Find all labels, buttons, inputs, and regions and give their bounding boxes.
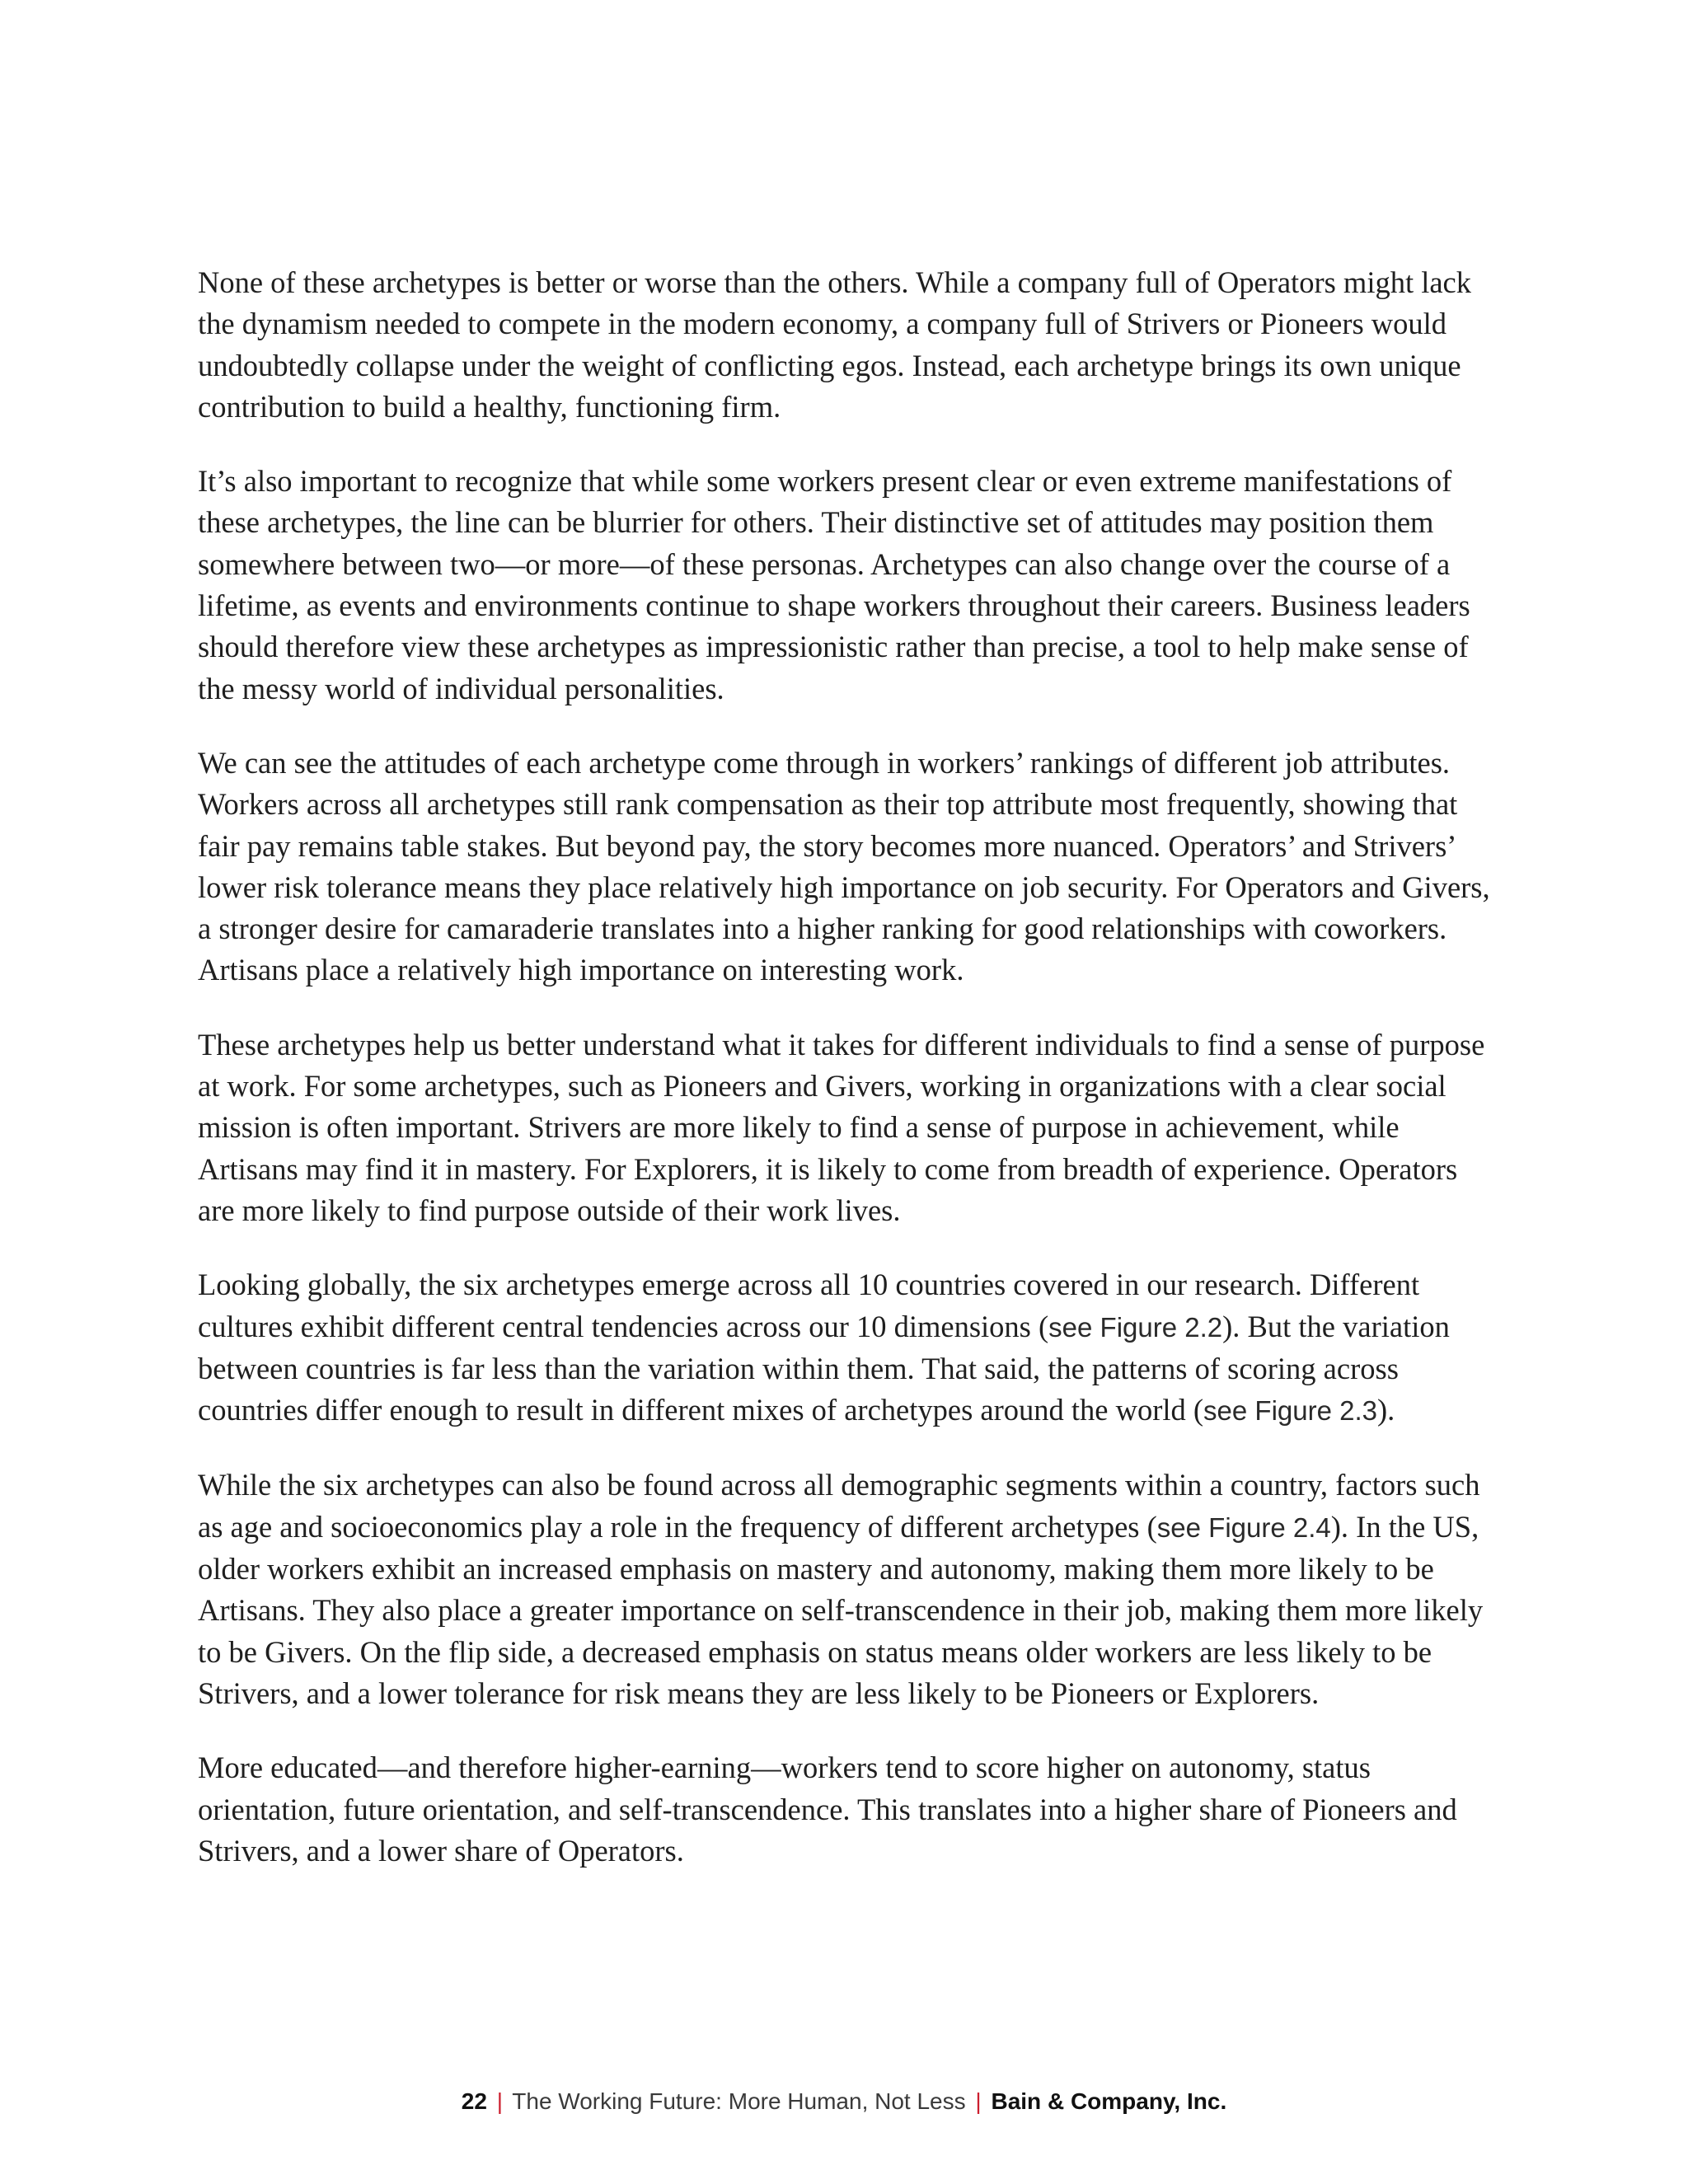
figure-ref-2-2[interactable]: see Figure 2.2 xyxy=(1048,1311,1223,1343)
paragraph-global-text-b: ). But the variation between countries is far less than the variation within them. That said, the patterns of scoring across countries differ enough to result in different mixes of archetypes around the world ( xyxy=(198,1309,1450,1427)
footer-separator: | xyxy=(496,2088,503,2114)
paragraph-global-text-a: Looking globally, the six archetypes emerge across all 10 countries covered in our research. Different cultures exhibit different central tendencies across our 10 dimensions ( xyxy=(198,1268,1420,1343)
paragraph-education: More educated—and therefore higher-earning—workers tend to score higher on autonomy, status orientation, future orientation, and self-transcendence. This translates into a higher share of Pioneers and Strivers, and a lower share of Operators. xyxy=(198,1750,1457,1868)
paragraph-demographics-text-a: While the six archetypes can also be found across all demographic segments within a country, factors such as age and socioeconomics play a role in the frequency of different archetypes ( xyxy=(198,1468,1480,1544)
figure-ref-2-4[interactable]: see Figure 2.4 xyxy=(1156,1511,1331,1543)
paragraph-purpose: These archetypes help us better understand what it takes for different individuals to find a sense of purpose at work. For some archetypes, such as Pioneers and Givers, working in organizations with a clear social mission is often important. Strivers are more likely to find a sense of purpose in achievement, while Artisans may find it in mastery. For Explorers, it is likely to come from breadth of experience. Operators are more likely to find purpose outside of their work lives. xyxy=(198,1027,1485,1227)
paragraph-demographics xyxy=(198,1465,1493,1714)
paragraph-job-attributes: We can see the attitudes of each archetype come through in workers’ rankings of different job attributes. Workers across all archetypes still rank compensation as their top attribute most frequently, showing that fair pay remains table stakes. But beyond pay, the story becomes more nuanced. Operators’ and Strivers’ lower risk tolerance means they place relatively high importance on job security. For Operators and Givers, a stronger desire for camaraderie translates into a higher ranking for good relationships with coworkers. Artisans place a relatively high importance on interesting work. xyxy=(198,745,1490,987)
paragraph-blurry-lines: It’s also important to recognize that while some workers present clear or even extreme manifestations of these archetypes, the line can be blurrier for others. Their distinctive set of attitudes may position them somewhere between two—or more—of these personas. Archetypes can also change over the course of a lifetime, as events and environments continue to shape workers throughout their careers. Business leaders should therefore view these archetypes as impressionistic rather than precise, a tool to help make sense of the messy world of individual personalities. xyxy=(198,464,1470,705)
page-number: 22 xyxy=(461,2088,487,2114)
company-name: Bain & Company, Inc. xyxy=(991,2088,1227,2114)
paragraph-global-text-c: ). xyxy=(1377,1393,1395,1427)
paragraph-global xyxy=(198,1264,1493,1432)
paragraph-demographics-text-b: ). In the US, older workers exhibit an increased emphasis on mastery and autonomy, making them more likely to be Artisans. They also place a greater importance on self-transcendence in their job, making them more likely to be Givers. On the flip side, a decreased emphasis on status means older workers are less likely to be Strivers, and a lower tolerance for risk means they are less likely to be Pioneers or Explorers. xyxy=(198,1509,1484,1710)
article-body xyxy=(198,262,1493,1905)
page-footer xyxy=(0,2088,1688,2115)
figure-ref-2-3[interactable]: see Figure 2.3 xyxy=(1203,1395,1377,1427)
footer-separator: | xyxy=(975,2088,982,2114)
paragraph-archetypes-equal: None of these archetypes is better or worse than the others. While a company full of Operators might lack the dynamism needed to compete in the modern economy, a company full of Strivers or Pioneers would undoubtedly collapse under the weight of conflicting egos. Instead, each archetype brings its own unique contribution to build a healthy, functioning firm. xyxy=(198,265,1472,424)
report-title: The Working Future: More Human, Not Less xyxy=(512,2088,966,2114)
